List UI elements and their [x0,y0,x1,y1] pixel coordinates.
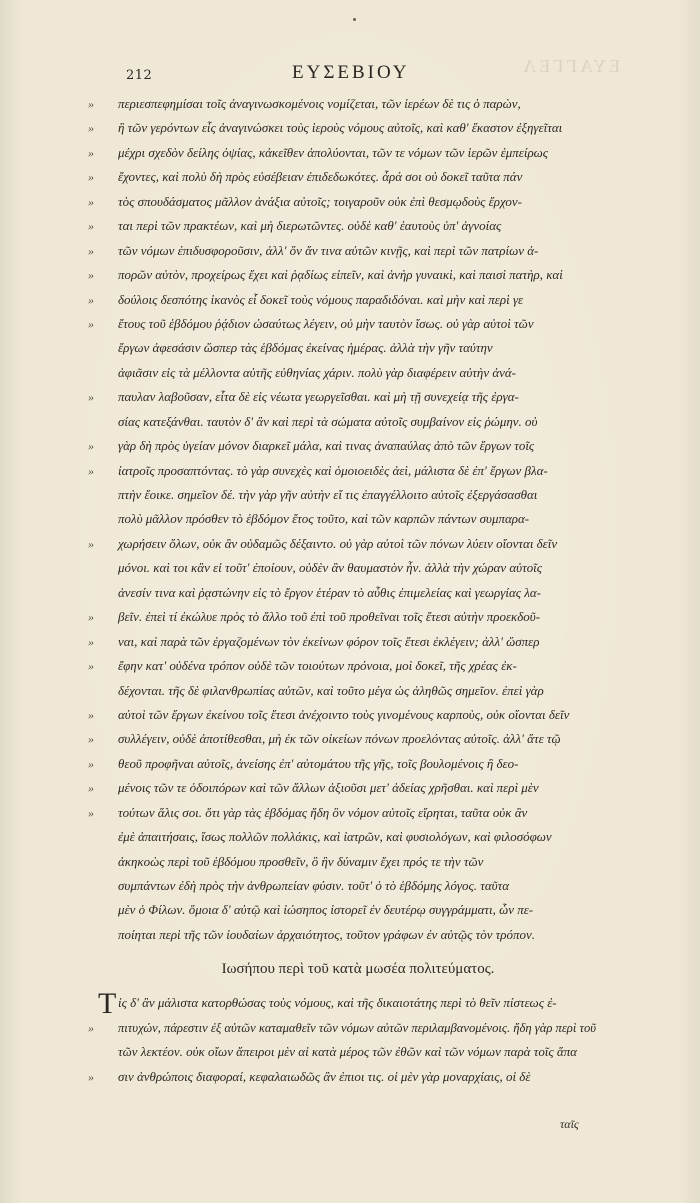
text-line [118,874,598,898]
main-text-block [88,92,598,1089]
line-text: βεῖν. ἐπεὶ τί ἐκώλυε πρὸς τὸ ἄλλο τοῦ ἐπὶ τοῦ προθεῖναι τοῖς ἔτεσι αὐτὴν προεκδοῦ- [118,609,541,625]
text-line [88,605,598,629]
text-line [88,532,598,556]
line-text: ἀνεσίν τινα καὶ ῥᾳστώνην εἰς τὸ ἔργον ἑτέραν τὸ αὖθις ἐπιμελείας καὶ γεωργίας λα- [118,584,541,600]
quotation-marker: » [88,97,94,111]
line-text: πτὴν ἔοικε. σημεῖον δέ. τὴν γὰρ γῆν αὐτὴν εἴ τις ἐπαγγέλλοιτο αὐτοῖς ἐξεργάσασθαι [118,487,538,502]
line-text: χωρήσειν ὅλων, οὐκ ἂν οὐδαμῶς δέξαιντο. οὐ γὰρ αὐτοὶ τῶν πόνων λύειν οἴονται δεῖν [118,535,558,551]
line-text: μέχρι σχεδὸν δείλης ὀψίας, κἀκεῖθεν ἀπολύονται, τῶν τε νόμων τῶν ἱερῶν ἐμπείρως [118,144,549,160]
line-text: τὸς σπουδάσματος μᾶλλον ἀνάξια αὐτοῖς; τοιγαροῦν οὐκ ἐπὶ θεσμῳδοὺς ἔρχον- [118,193,522,209]
line-text: αὐτοὶ τῶν ἔργων ἐκείνου τοῖς ἔτεσι ἀνέχοιντο τοὺς γινομένους καρποὺς, οὐκ οἴονται δεῖν [118,706,570,722]
quotation-marker: » [88,536,94,551]
quotation-marker: » [88,463,94,478]
text-line [88,165,598,189]
text-line [118,581,598,605]
line-text: πορῶν αὐτὸν, προχείρως ἔχει καὶ ῥᾳδίως εἰπεῖν, καὶ ἀνὴρ γυναικὶ, καὶ παισὶ πατὴρ, καὶ [118,267,563,283]
text-line [118,361,598,385]
line-text: συμπάντων ἐδὴ πρὸς τὴν ἀνθρωπείαν φύσιν. τοῦτ' ὁ τὸ ἑβδόμης λόγος. ταῦτα [118,878,510,893]
line-text: πιτυχών, πάρεστιν ἐξ αὐτῶν καταμαθεῖν τῶν νόμων αὐτῶν περιλαμβανομένοις. ἤδη γὰρ περὶ τοῦ [118,1019,597,1035]
line-text: ποίηται περὶ τῆς τῶν ἰουδαίων ἀρχαιότητος, τοῦτον γράφων ἐν αὐτῷς τὸν τρόπον. [118,926,535,942]
line-text: περιεσπεφημίσαι τοῖς ἀναγινωσκομένοις νομίζεται, τῶν ἱερέων δὲ τις ὁ παρὼν, [118,96,521,111]
text-line [118,679,598,703]
text-line [88,727,598,751]
line-text: τῶν νόμων ἐπιδυσφοροῦσιν, ἀλλ' ὅν ἄν τινα αὐτῶν κινῇς, καὶ περὶ τῶν πατρίων ἀ- [118,242,539,258]
line-text: τούτων ἅλις σοι. ὅτι γὰρ τὰς ἑβδόμας ἤδη ὃν νόμον αὐτοῖς εἴρηται, ταῦτα οὐκ ἂν [118,804,528,820]
quotation-marker: » [88,707,94,722]
line-text: γὰρ δὴ πρὸς ὑγείαν μόνον διαρκεῖ μάλα, καὶ τινας ἀναπαύλας ἀπὸ τῶν ἔργων τοῖς [118,438,535,454]
line-text: δέχονται. τῆς δὲ φιλανθρωπίας αὐτῶν, καὶ τοῦτο μέγα ὡς ἀληθῶς σημεῖον. ἐπεὶ γὰρ [118,682,544,698]
quotation-marker: » [88,316,94,331]
text-line [88,239,598,263]
text-line [118,507,598,531]
line-text: ἔργων ἀφεσάσιν ὥσπερ τὰς ἑβδόμας ἐκείνας ἡμέρας. ἀλλὰ τὴν γῆν ταύτην [118,340,493,356]
line-text: ται περὶ τῶν πρακτέων, καὶ μὴ διερωτῶντες. οὐδὲ καθ' ἑαυτοὺς ὑπ' ἀγνοίας [118,218,502,234]
line-text: μόνοι. καὶ τοι κἂν εἰ τοῦτ' ἐποίουν, οὐδὲν ἂν θαυμαστὸν ἦν. ἀλλὰ τὴν χώραν αὐτοῖς [118,560,543,576]
line-text: ἔφην κατ' οὐδένα τρόπον οὐδὲ τῶν τοιούτων πρόνοια, μοὶ δοκεῖ, τῆς χρέας ἐκ- [118,658,517,674]
text-line [118,556,598,580]
line-text: ἢ τῶν γερόντων εἷς ἀναγινώσκει τοὺς ἱεροὺς νόμους αὐτοῖς, καὶ καθ' ἕκαστον ἐξηγεῖται [118,120,563,136]
line-text: ἀκηκοὼς περὶ τοῦ ἑβδόμου προσθεῖν, ὃ ἣν δύναμιν ἔχει πρός τε τὴν τῶν [118,853,484,869]
text-line [118,1040,598,1064]
text-line [88,190,598,214]
text-line [118,825,598,849]
line-text: πολὺ μᾶλλον πρόσθεν τὸ ἑβδόμον ἔτος τοῦτο, καὶ τῶν καρπῶν πάντων συμπαρα- [118,511,530,527]
quotation-marker: » [88,781,94,796]
line-text: σιν ἀνθρώποις διαφοραί, κεφαλαιωδῶς ἂν ἐπιοι τις. οἱ μὲν γὰρ μοναρχίαις, οἱ δὲ [118,1068,531,1084]
quotation-marker: » [88,634,94,649]
quotation-marker: » [88,610,94,625]
quotation-marker: » [88,439,94,454]
line-text: μὲν ὁ Φίλων. ὅμοια δ' αὐτῷ καὶ ἰώσηπος ἱστορεῖ ἐν δευτέρῳ συγγράμματι, ὧν πε- [118,902,534,918]
quotation-marker: » [88,659,94,674]
quotation-marker: » [88,756,94,771]
quotation-marker: » [88,170,94,185]
text-line [88,214,598,238]
line-text: σίας κατεξάνθαι. ταυτὸν δ' ἂν καὶ περὶ τὰ σώματα αὐτοῖς συμβαίνον εἰς ῥώμην. οὐ [118,413,538,429]
text-line [118,923,598,947]
line-text: μένοις τῶν τε ὁδοιπόρων καὶ τῶν ἄλλων ἀξιοῦσι μετ' ἀδείας χρῆσθαι. καὶ περὶ μὲν [118,780,539,796]
line-text: δούλοις δεσπότης ἱκανὸς εἶ δοκεῖ τοὺς νόμους παραδιδόναι. καὶ μὴν καὶ περὶ γε [118,291,524,307]
page-number: 212 [126,68,153,83]
quotation-marker: » [88,732,94,747]
text-line [118,410,598,434]
catchword: ταῖς [560,1117,579,1131]
quotation-marker: » [88,219,94,234]
quotation-marker: » [88,243,94,258]
line-text: ἰατροῖς προσαπτόντας. τὸ γὰρ συνεχὲς καὶ ὁμοιοειδὲς ἀεὶ, μάλιστα δὲ ἐπ' ἔργων βλα- [118,462,548,478]
text-line [118,850,598,874]
text-line [88,92,598,116]
text-line [88,116,598,140]
quotation-marker: » [88,1020,94,1035]
bleed-through-text: ΕΥΑΓΓΕΛ [520,56,620,76]
text-line [88,801,598,825]
text-line [88,385,598,409]
line-text: ἔτους τοῦ ἑβδόμου ῥᾴδιον ὡσαύτως λέγειν, οὐ μὴν ταυτὸν ἴσως. οὐ γὰρ αὐτοὶ τῶν [118,315,534,331]
line-text: τῶν λεκτέον. οὐκ οἴων ἄπειροι μὲν αἱ κατὰ μέρος τῶν ἐθῶν καὶ τῶν νόμων παρὰ τοῖς ἅπα [118,1044,577,1060]
quotation-marker: » [88,292,94,307]
drop-initial: Τ [98,987,117,1021]
text-line [88,654,598,678]
text-line [118,483,598,507]
page-speck [353,18,356,21]
line-text: ναι, καὶ παρὰ τῶν ἐργαζομένων τὸν ἐκείνων φόρον τοῖς ἔτεσι ἐκλέγειν; ἀλλ' ὥσπερ [118,633,540,649]
line-text: ἐμὲ ἀπαιτήσαις, ἴσως πολλῶν πολλάκις, καὶ ἰατρῶν, καὶ φυσιολόγων, καὶ φιλοσόφων [118,829,552,845]
quotation-marker: » [88,1069,94,1084]
text-line [88,1016,598,1040]
running-header [120,62,590,86]
line-text: ἔχοντες, καὶ πολὺ δὴ πρὸς εὐσέβειαν ἐπιδεδωκότες. ἆρά σοι οὐ δοκεῖ ταῦτα πάν [118,169,523,185]
text-line [88,288,598,312]
text-line [88,312,598,336]
text-line [88,434,598,458]
text-line [118,336,598,360]
text-line [118,898,598,922]
quotation-marker: » [88,268,94,283]
text-line [98,987,598,1021]
quotation-marker: » [88,194,94,209]
text-line [88,703,598,727]
quotation-marker: » [88,121,94,136]
quotation-marker: » [88,390,94,405]
text-line [88,1065,598,1089]
line-text: θεοῦ προφῆναι αὐτοῖς, ἀνείσης ἐπ' αὐτομάτου τῆς γῆς, τοῖς βουλομένοις ἢ δεο- [118,755,519,771]
text-line [88,630,598,654]
text-line [88,459,598,483]
text-line [88,141,598,165]
line-text: ἀφιᾶσιν εἰς τὰ μέλλοντα αὐτῆς εὐθηνίας χάριν. πολὺ γὰρ διαφέρειν αὐτὴν ἀνά- [118,364,516,380]
text-line [88,776,598,800]
line-text: συλλέγειν, οὐδὲ ἀποτίθεσθαι, μὴ ἐκ τῶν οἰκείων πόνων προελόντας αὐτοῖς. ἀλλ' ἅτε τῷ [118,731,561,747]
quotation-marker: » [88,145,94,160]
running-title: ΕΥΣΕΒΙΟΥ [292,62,410,83]
text-line [88,752,598,776]
line-text: παυλαν λαβοῦσαν, εἶτα δὲ εἰς νέωτα γεωργεῖσθαι. καὶ μὴ τῇ συνεχείᾳ τῆς ἐργα- [118,389,519,405]
line-text: ἰς δ' ἂν μάλιστα κατορθώσας τοὺς νόμους, καὶ τῆς δικαιοτάτης περὶ τὸ θεῖν πίστεως ἐ- [118,995,557,1011]
quotation-marker: » [88,805,94,820]
text-line [88,263,598,287]
section-heading: Ιωσήπου περὶ τοῦ κατὰ μωσέα πολιτεύματος. [221,961,495,978]
